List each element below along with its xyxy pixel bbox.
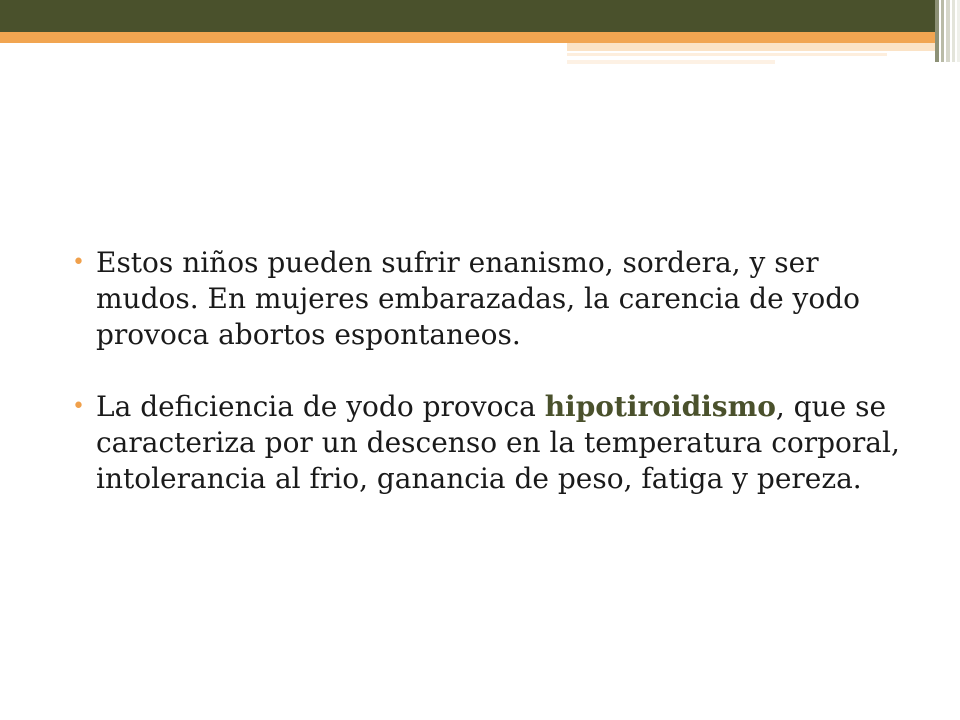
bullet-dot: • <box>72 250 85 275</box>
header-band <box>0 0 935 32</box>
bullet-item <box>72 245 902 353</box>
bullet-text-end: , que se caracteriza por un descenso en la temperatura corporal, intolerancia al frio, ganancia de peso, fatiga y pereza. <box>96 390 900 495</box>
bullet-text-start: La deficiencia de yodo provoca <box>96 390 545 423</box>
header-accent-band <box>0 32 935 43</box>
header-stripes <box>935 0 960 62</box>
header-accent-line <box>567 60 775 64</box>
highlighted-term: hipotiroidismo <box>544 390 776 423</box>
bullet-item <box>72 389 902 497</box>
header-accent-line <box>567 43 935 51</box>
header-accent-line <box>567 53 887 56</box>
bullet-dot: • <box>72 394 85 419</box>
bullet-text: Estos niños pueden sufrir enanismo, sordera, y ser mudos. En mujeres embarazadas, la carencia de yodo provoca abortos espontaneos. <box>96 246 861 351</box>
bullet-list <box>72 245 902 533</box>
